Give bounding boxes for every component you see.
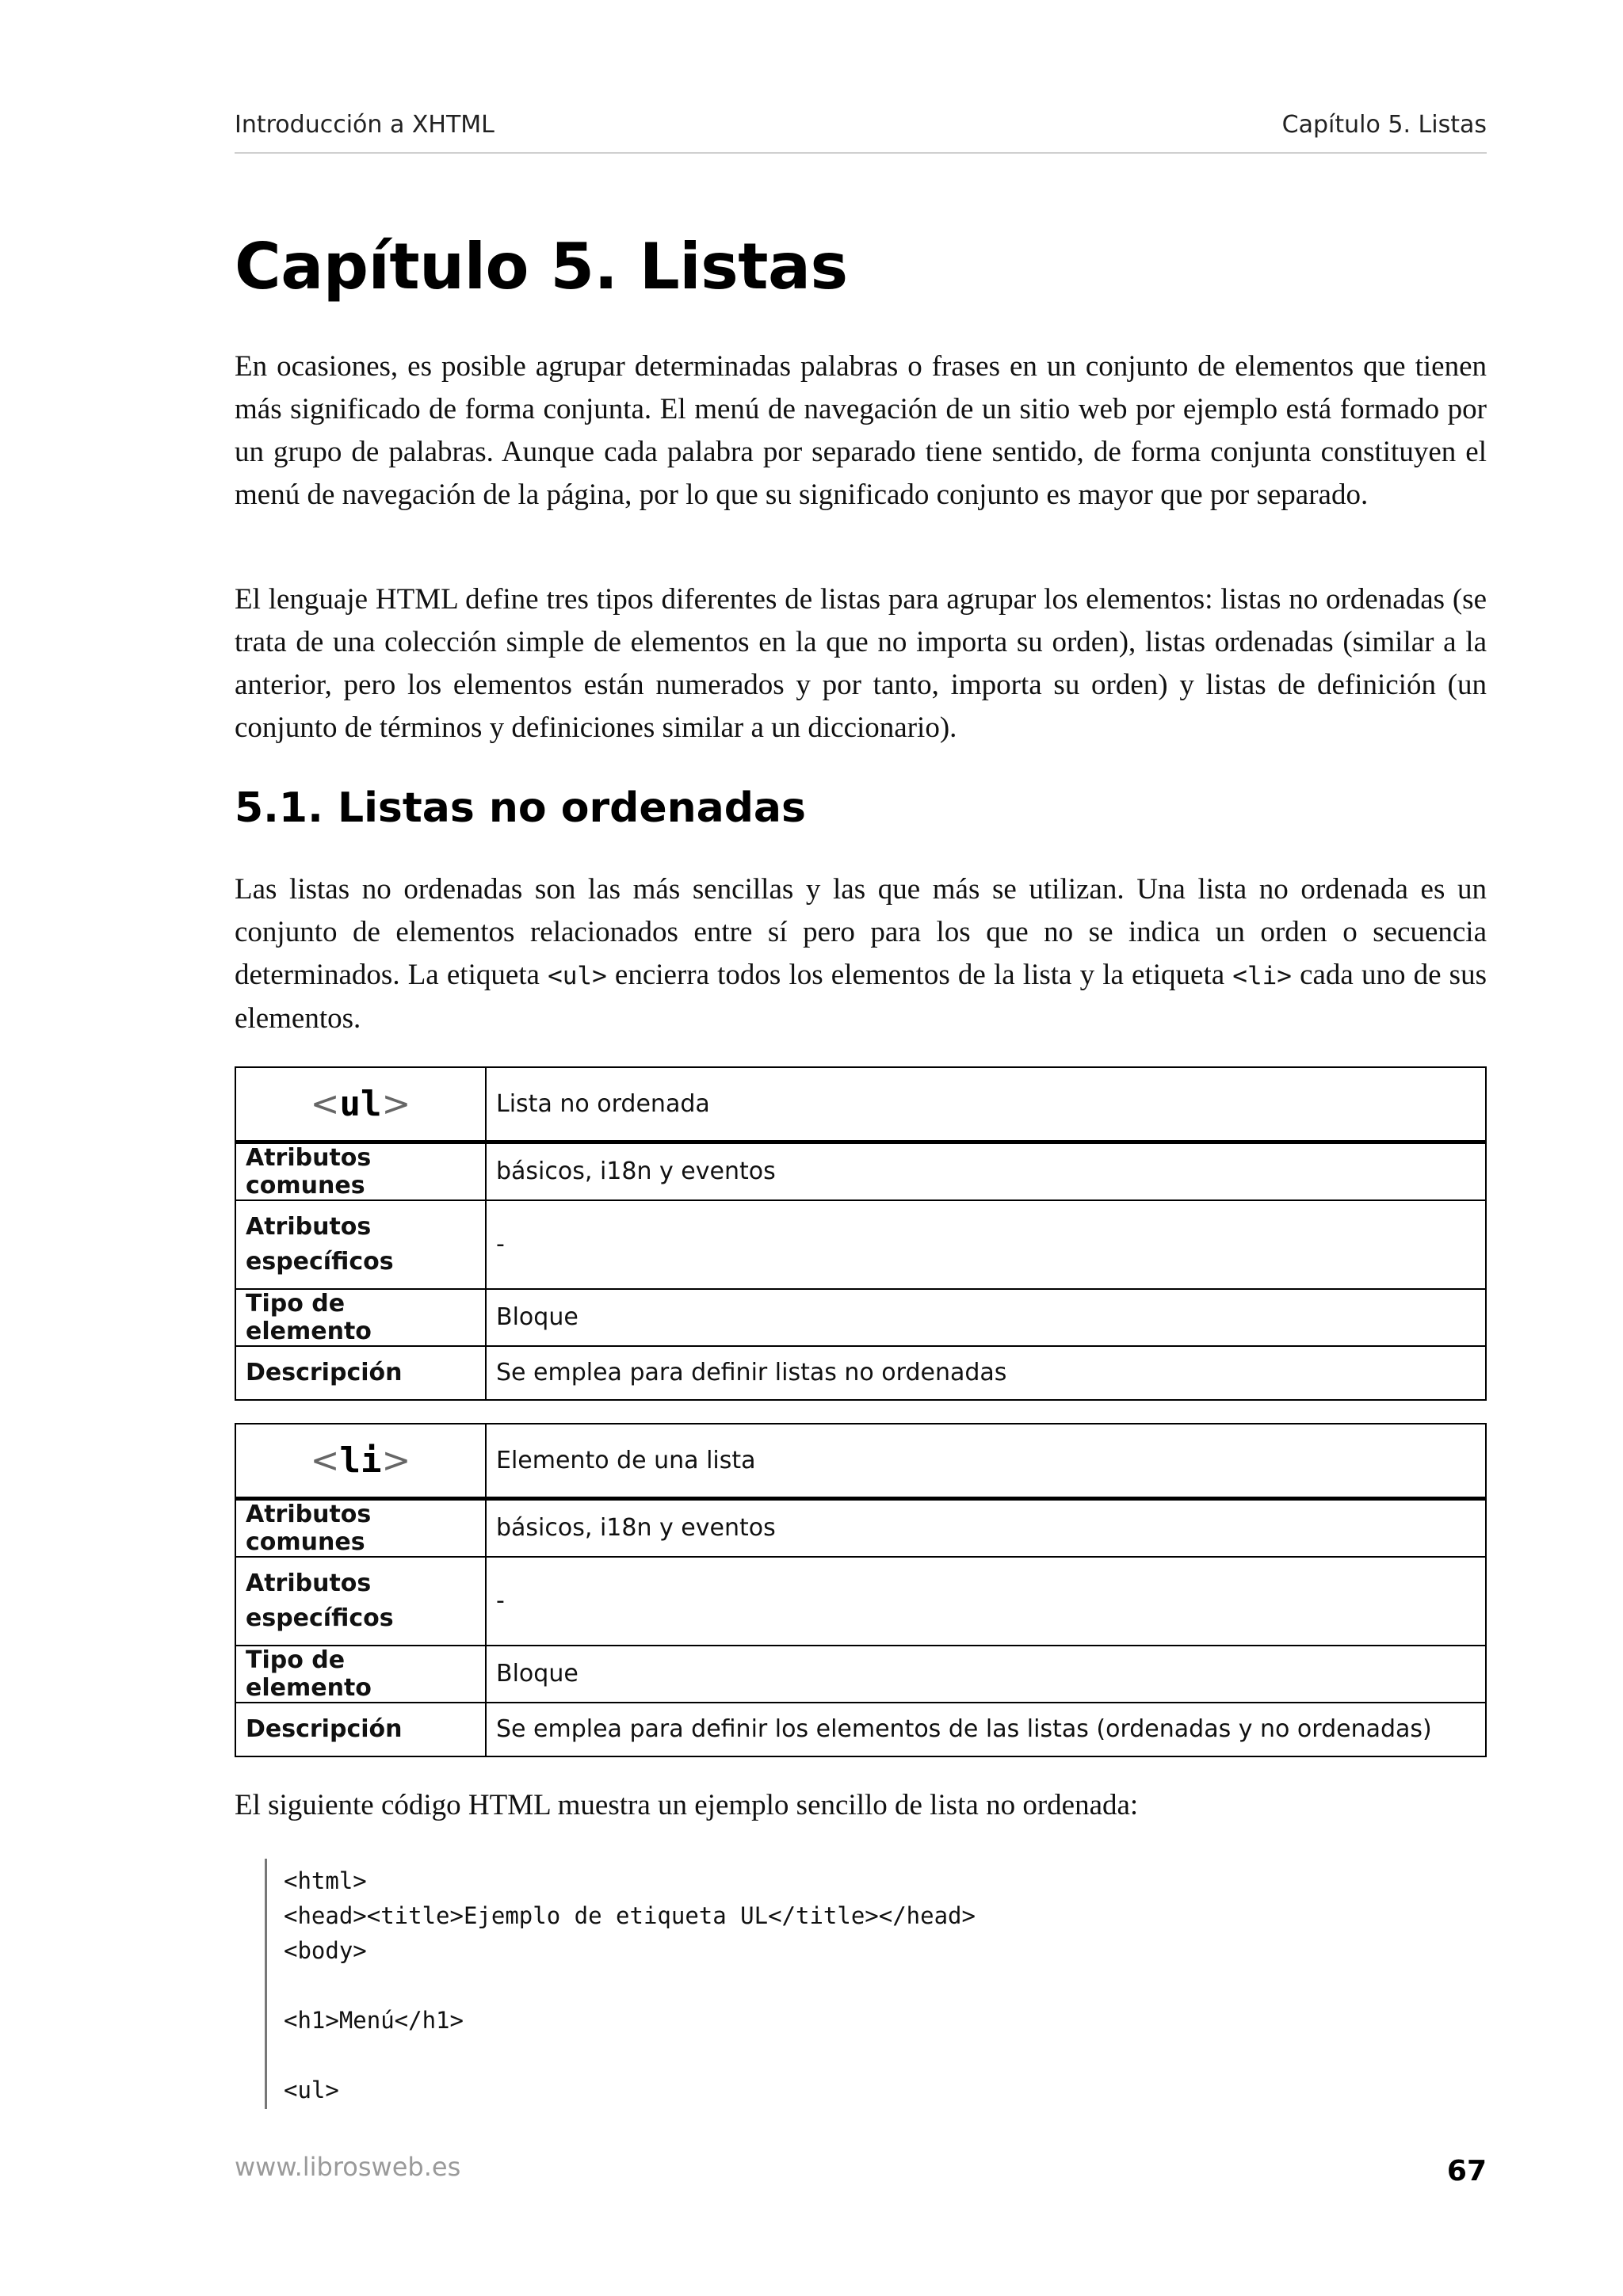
section-text-part-3: cada uno de sus elementos. [235,959,1487,1035]
intro-paragraph-2: El lenguaje HTML define tres tipos diferentes de listas para agrupar los elementos: listas no ordenadas (se trata de una colección simple de elementos en la que no importa su orden), listas ordenadas (similar a la anterior, pero los elementos están numerados y por tanto, importa su orden) y listas de definición (un conjunto de términos y definiciones similar a un diccionario). [235,583,1487,744]
table-row [235,1703,1486,1756]
intro-paragraph-1: En ocasiones, es posible agrupar determinadas palabras o frases en un conjunto de elementos que tienen más significado de forma conjunta. El menú de navegación de un sitio web por ejemplo está formado por un grupo de palabras. Aunque cada palabra por separado tiene sentido, de forma conjunta constituyen el menú de navegación de la página, por lo que su significado conjunto es mayor que por separado. [235,350,1487,511]
chapter-title: Capítulo 5. Listas [235,230,848,303]
row-key: Atributos comunes [235,1498,486,1557]
li-reference-table [235,1423,1487,1757]
header-book-title: Introducción a XHTML [235,111,495,139]
tag-name: li [339,1440,382,1481]
section-text-part-2: encierra todos los elementos de la lista y la etiqueta [606,959,1233,991]
table-row [235,1646,1486,1703]
row-key: Atributos específicos [235,1557,486,1646]
table-row [235,1289,1486,1346]
row-key: Tipo de elemento [235,1289,486,1346]
header-chapter-title: Capítulo 5. Listas [1281,111,1487,139]
row-value: Bloque [486,1646,1486,1703]
tag-cell: <ul> [235,1067,486,1142]
section-text-part-1: Las listas no ordenadas son las más sencillas y las que más se utilizan. Una lista no ordenada es un conjunto de elementos relacionados entre sí pero para los que no se indica un orden o secuencia determinados. La etiqueta [235,873,1487,991]
code-intro: El siguiente código HTML muestra un ejemplo sencillo de lista no ordenada: [235,1789,1139,1821]
row-value: - [486,1557,1486,1646]
section-title: 5.1. Listas no ordenadas [235,784,806,832]
page-number: 67 [1446,2155,1487,2187]
row-value: Se emplea para definir los elementos de las listas (ordenadas y no ordenadas) [486,1703,1486,1756]
tag-cell: <li> [235,1424,486,1498]
tag-summary: Lista no ordenada [486,1067,1486,1142]
table-row [235,1498,1486,1557]
code-block: <html> <head><title>Ejemplo de etiqueta UL</title></head> <body> <h1>Menú</h1> <ul> [284,1867,976,2103]
row-key: Tipo de elemento [235,1646,486,1703]
row-value: Bloque [486,1289,1486,1346]
row-key: Atributos específicos [235,1200,486,1289]
table-row [235,1557,1486,1646]
row-value: básicos, i18n y eventos [486,1142,1486,1200]
ul-reference-table [235,1066,1487,1401]
tag-name: ul [339,1083,382,1124]
row-value: básicos, i18n y eventos [486,1498,1486,1557]
tag-summary: Elemento de una lista [486,1424,1486,1498]
inline-code-ul: <ul> [548,962,607,990]
section-paragraph [235,868,1487,1040]
table-row [235,1346,1486,1400]
row-value: - [486,1200,1486,1289]
inline-code-li: <li> [1232,962,1292,990]
row-key: Atributos comunes [235,1142,486,1200]
table-row [235,1142,1486,1200]
table-row [235,1200,1486,1289]
row-value: Se emplea para definir listas no ordenadas [486,1346,1486,1400]
code-block-bar [265,1859,267,2109]
table-header-row [235,1424,1486,1498]
table-header-row [235,1067,1486,1142]
page-header [235,111,1487,154]
row-key: Descripción [235,1703,486,1756]
row-key: Descripción [235,1346,486,1400]
footer-url: www.librosweb.es [235,2152,461,2182]
